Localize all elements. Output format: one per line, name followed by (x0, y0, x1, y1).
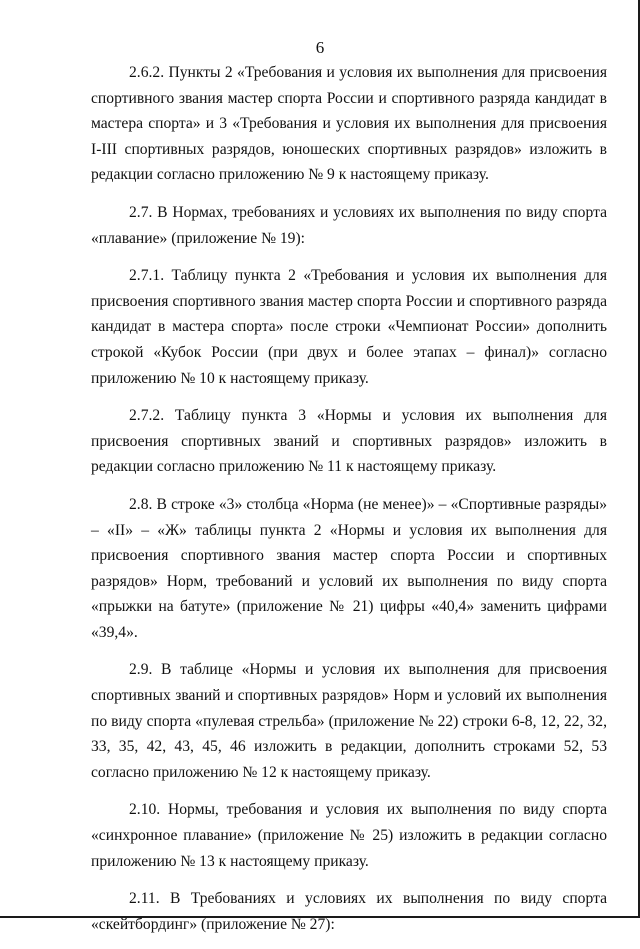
paragraph-2-11: 2.11. В Требованиях и условиях их выполнения по виду спорта «скейтбординг» (приложение № 27): (91, 890, 607, 933)
paragraph-2-7-2: 2.7.2. Таблицу пункта 3 «Нормы и условия их выполнения для присвоения спортивных званий и спортивных разрядов» изложить в редакции согласно приложению № 11 к настоящему приказу. (91, 407, 607, 476)
paragraph-2-9: 2.9. В таблице «Нормы и условия их выполнения для присвоения спортивных званий и спортивных разрядов» Норм и условий их выполнения по виду спорта «пулевая стрельба» (приложение № 22) строки 6-8, 12, 22, 32, 33, 35, 42, 43, 45, 46 изложить в редакции, дополнить строками 52, 53 согласно приложению № 12 к настоящему приказу. (91, 661, 607, 781)
page-number: 6 (315, 38, 325, 57)
paragraph-2-8: 2.8. В строке «3» столбца «Норма (не менее)» – «Спортивные разряды» – «II» – «Ж» таблицы пункта 2 «Нормы и условия их выполнения для присвоения спортивного звания мастер спорта России и спортивных разрядов» Норм, требований и условий их выполнения по виду спорта «прыжки на батуте» (приложение № 21) цифры «40,4» заменить цифрами «39,4». (91, 495, 607, 641)
paragraph-2-7-1: 2.7.1. Таблицу пункта 2 «Требования и условия их выполнения для присвоения спортивного звания мастер спорта России и спортивного разряда кандидат в мастера спорта» после строки «Чемпионат России» дополнить строкой «Кубок России (при двух и более этапах – финал)» согласно приложению № 10 к настоящему приказу. (91, 267, 607, 387)
document-body (91, 60, 607, 949)
paragraph-2-7: 2.7. В Нормах, требованиях и условиях их выполнения по виду спорта «плавание» (приложение № 19): (91, 203, 607, 247)
paragraph-2-10: 2.10. Нормы, требования и условия их выполнения по виду спорта «синхронное плавание» (приложение № 25) изложить в редакции согласно приложению № 13 к настоящему приказу. (91, 801, 607, 870)
paragraph-2-6-2: 2.6.2. Пункты 2 «Требования и условия их выполнения для присвоения спортивного звания мастер спорта России и спортивного разряда кандидат в мастера спорта» и 3 «Требования и условия их выполнения для присвоения I-III спортивных разрядов, юношеских спортивных разрядов» изложить в редакции согласно приложению № 9 к настоящему приказу. (91, 64, 607, 184)
